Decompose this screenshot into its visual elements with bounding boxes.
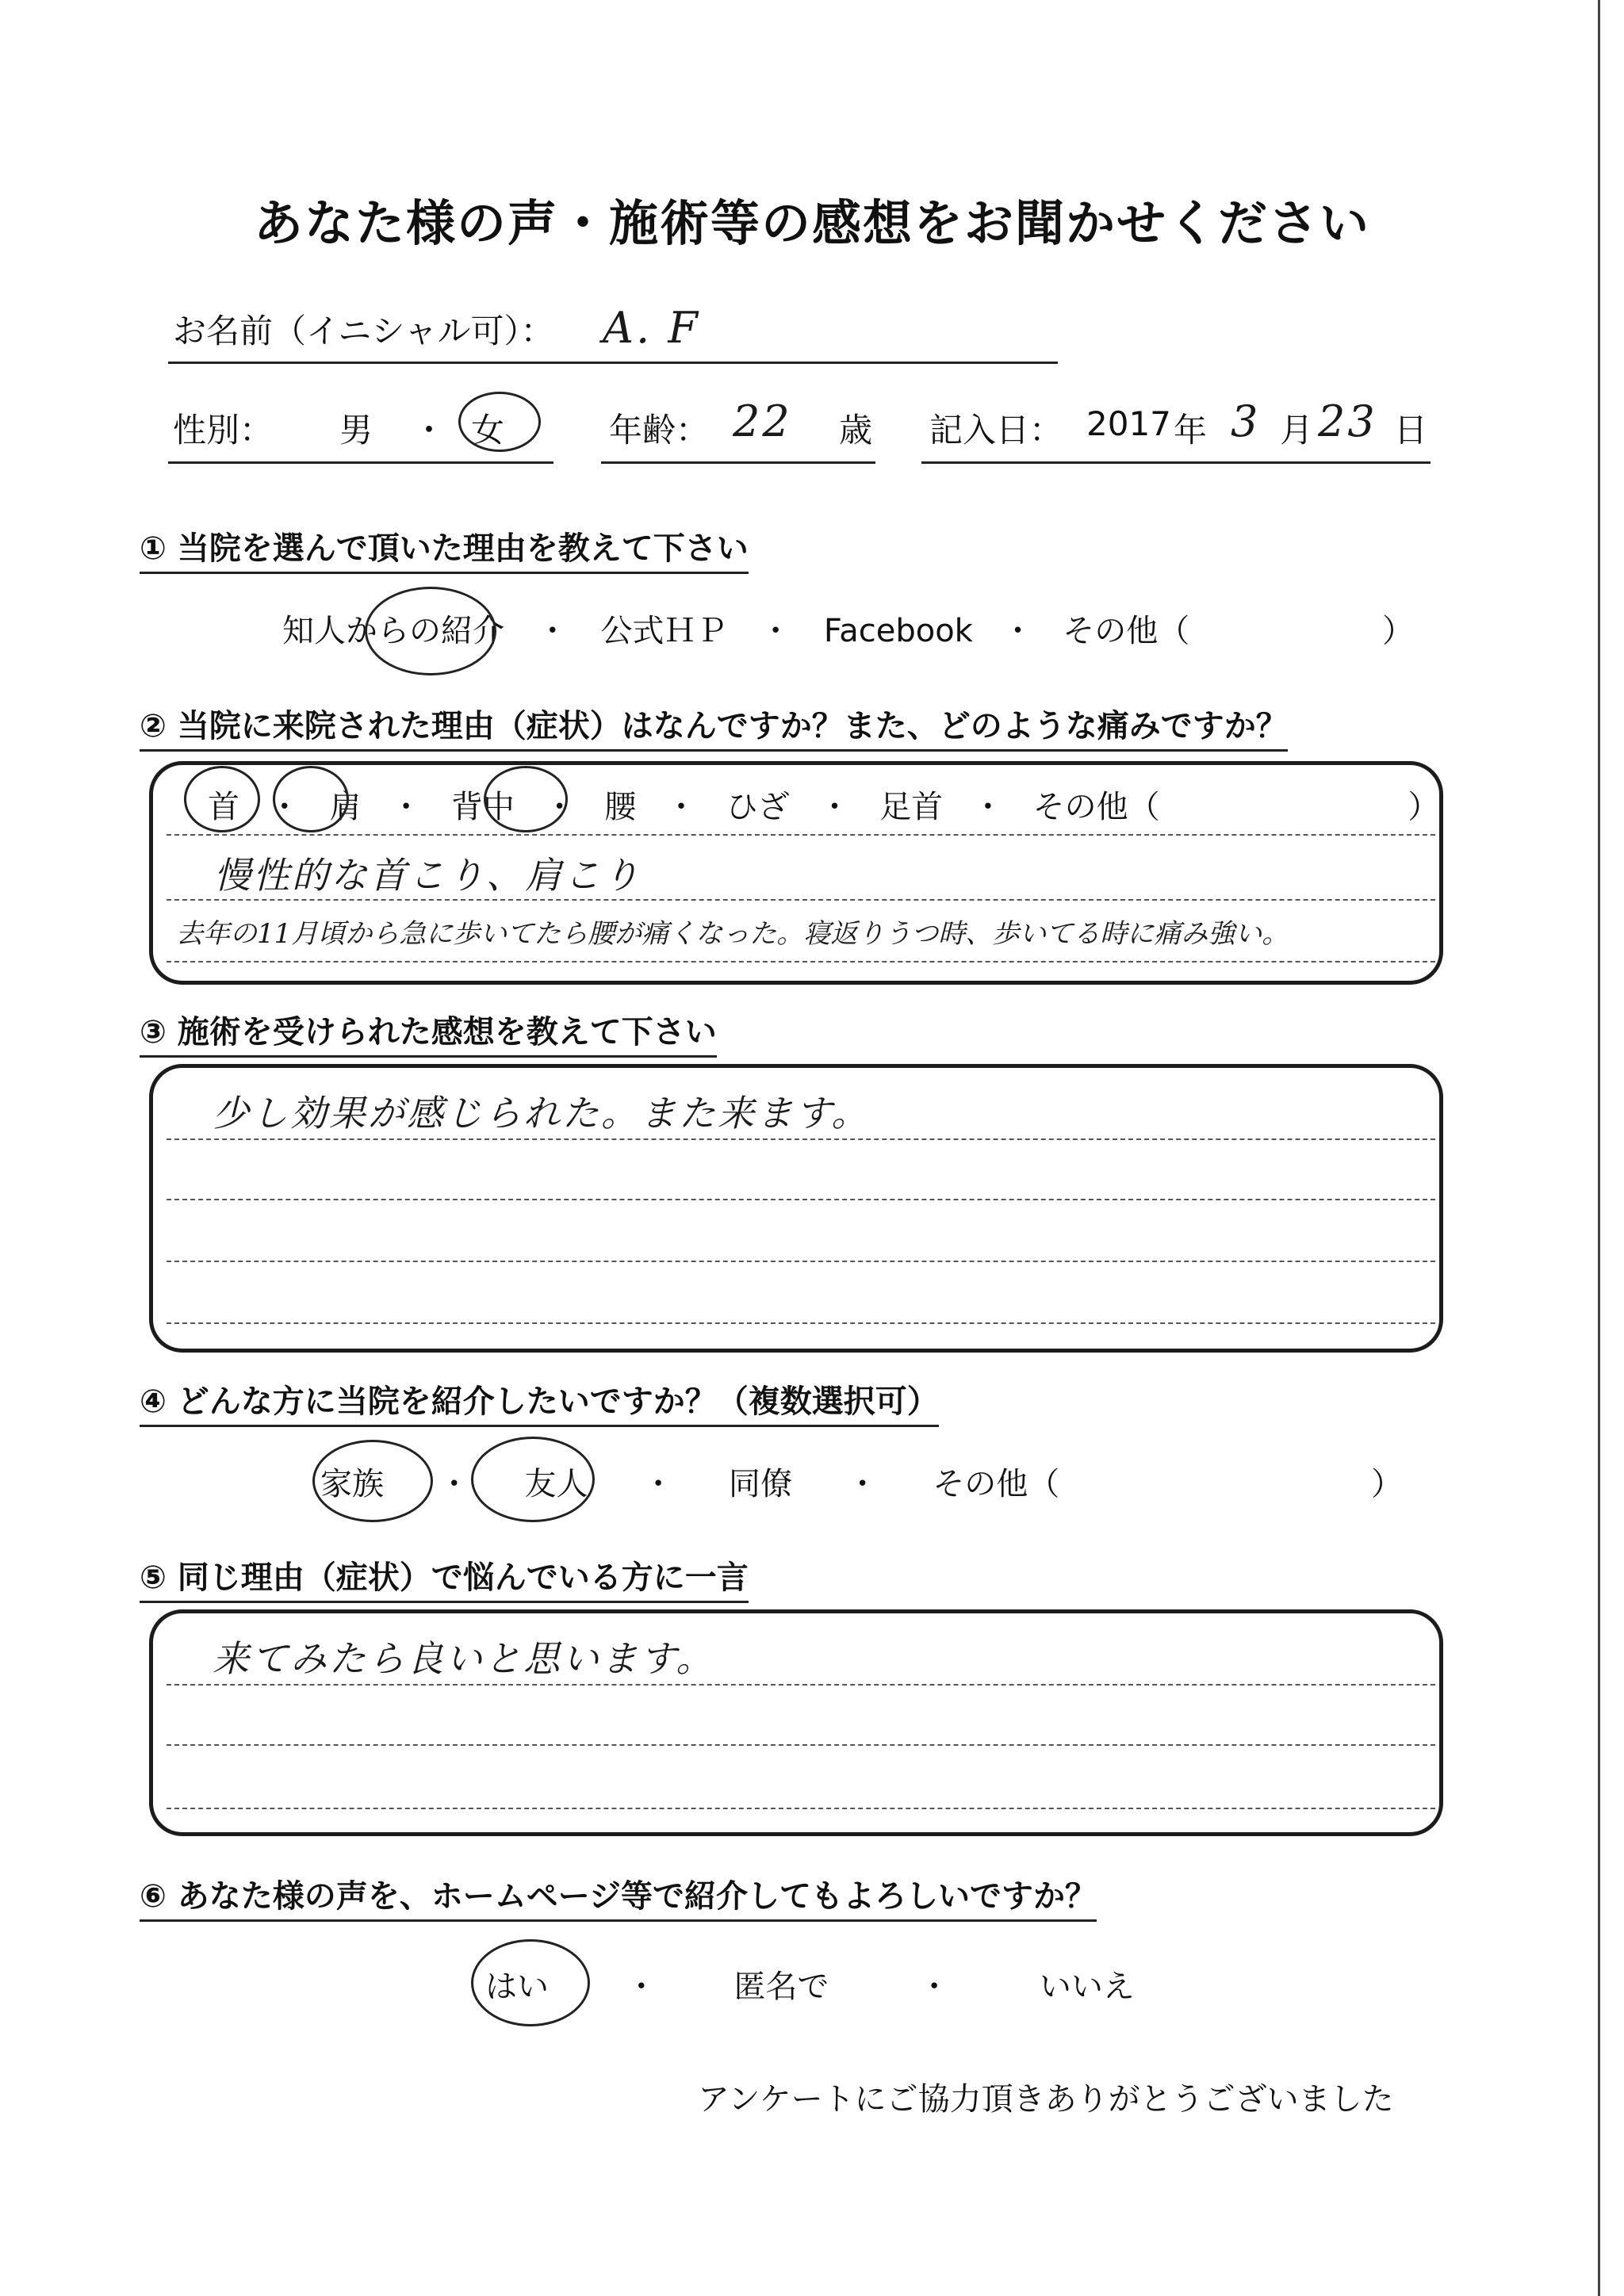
option-coworker: 同僚	[728, 1466, 792, 1502]
date-label: 記入日：	[929, 411, 1063, 450]
option-yes: はい	[485, 1969, 549, 2005]
name-value: A. F	[603, 303, 700, 353]
answer-line	[167, 1744, 1435, 1746]
option-other: その他（	[933, 1466, 1060, 1502]
selection-circle	[365, 587, 496, 675]
option-other: その他（	[1032, 789, 1160, 825]
date-month-unit: 月	[1280, 411, 1314, 450]
answer-line	[167, 1808, 1435, 1809]
date-day: 23	[1318, 396, 1377, 446]
age-value: 22	[733, 396, 792, 446]
separator: ・	[918, 1969, 951, 2005]
answer-line	[167, 1261, 1435, 1262]
option-other-close: ）	[1371, 1466, 1404, 1502]
name-label: お名前（イニシャル可）：	[173, 312, 554, 350]
age-underline	[601, 461, 875, 464]
option-no: いいえ	[1039, 1969, 1135, 2005]
age-label: 年齢：	[609, 411, 710, 450]
question-5-answer: 来てみたら良いと思います。	[213, 1637, 715, 1680]
question-2-answer-line-2: 去年の11月頃から急に歩いてたら腰が痛くなった。寝返りうつ時、歩いてる時に痛み強い。	[176, 918, 1289, 950]
separator: ・	[971, 789, 1004, 825]
selection-circle	[471, 1939, 590, 2026]
question-2-options	[208, 782, 1439, 827]
separator: ・	[625, 1969, 657, 2005]
question-2-answer-line-1: 慢性的な首こり、肩こり	[214, 854, 642, 897]
selection-circle	[458, 392, 541, 452]
selection-circle	[273, 766, 349, 832]
gender-separator: ・	[412, 411, 446, 450]
selection-circle	[484, 766, 568, 832]
date-day-unit: 日	[1394, 411, 1428, 450]
gender-underline	[168, 461, 553, 464]
option-shoulder: 肩	[329, 789, 362, 825]
form-title: あなた様の声・施術等の感想をお聞かせください	[253, 194, 1370, 252]
option-back: 背中	[450, 789, 515, 825]
separator: ・	[1002, 613, 1034, 649]
answer-line	[167, 1138, 1435, 1140]
separator: ・	[268, 789, 301, 825]
answer-line	[167, 1199, 1435, 1200]
separator: ・	[438, 1466, 470, 1502]
gender-female: 女	[471, 411, 505, 450]
question-2-heading: ② 当院に来院された理由（症状）はなんですか？また、どのような痛みですか？	[140, 701, 1288, 752]
answer-line	[167, 834, 1435, 836]
date-month: 3	[1231, 396, 1261, 446]
answer-line	[167, 899, 1435, 901]
question-4-heading: ④ どんな方に当院を紹介したいですか？（複数選択可）	[140, 1376, 939, 1427]
separator: ・	[390, 789, 423, 825]
separator: ・	[642, 1466, 675, 1502]
option-other: その他（	[1063, 613, 1190, 649]
answer-line	[167, 1322, 1435, 1324]
selection-circle	[184, 766, 260, 832]
name-underline	[168, 362, 1058, 364]
age-unit: 歳	[839, 411, 873, 450]
option-ankle: 足首	[879, 789, 944, 825]
answer-line	[167, 961, 1435, 962]
separator: ・	[543, 789, 576, 825]
option-facebook: Facebook	[823, 613, 973, 649]
option-lower-back: 腰	[604, 789, 637, 825]
question-1-heading: ① 当院を選んで頂いた理由を教えて下さい	[140, 523, 749, 574]
option-family: 家族	[320, 1466, 384, 1502]
answer-line	[167, 1684, 1435, 1686]
date-year: 2017	[1086, 404, 1171, 443]
date-year-unit: 年	[1174, 411, 1208, 450]
option-anonymous: 匿名で	[733, 1969, 829, 2005]
option-knee: ひざ	[726, 789, 790, 825]
option-other-close: ）	[1381, 613, 1414, 649]
option-other-close: ）	[1408, 789, 1440, 825]
gender-male: 男	[339, 411, 373, 450]
question-5-heading: ⑤ 同じ理由（症状）で悩んでいる方に一言	[140, 1552, 749, 1603]
selection-circle	[471, 1437, 595, 1522]
gender-label: 性別：	[173, 411, 274, 450]
option-friend: 友人	[524, 1466, 588, 1502]
option-referral: 知人からの紹介	[282, 613, 504, 649]
separator: ・	[536, 613, 569, 649]
thanks-message: アンケートにご協力頂きありがとうございました	[698, 2081, 1394, 2118]
paper-edge	[1598, 0, 1600, 2296]
option-neck: 首	[208, 789, 239, 825]
question-3-heading: ③ 施術を受けられた感想を教えて下さい	[140, 1007, 717, 1058]
separator: ・	[818, 789, 851, 825]
question-3-answer: 少し効果が感じられた。また来ます。	[213, 1092, 871, 1135]
separator: ・	[665, 789, 698, 825]
separator: ・	[846, 1466, 879, 1502]
question-6-heading: ⑥ あなた様の声を、ホームページ等で紹介してもよろしいですか？	[140, 1871, 1097, 1922]
option-official-hp: 公式ＨＰ	[600, 613, 728, 649]
date-underline	[921, 461, 1431, 464]
separator: ・	[760, 613, 792, 649]
selection-circle	[312, 1440, 433, 1522]
